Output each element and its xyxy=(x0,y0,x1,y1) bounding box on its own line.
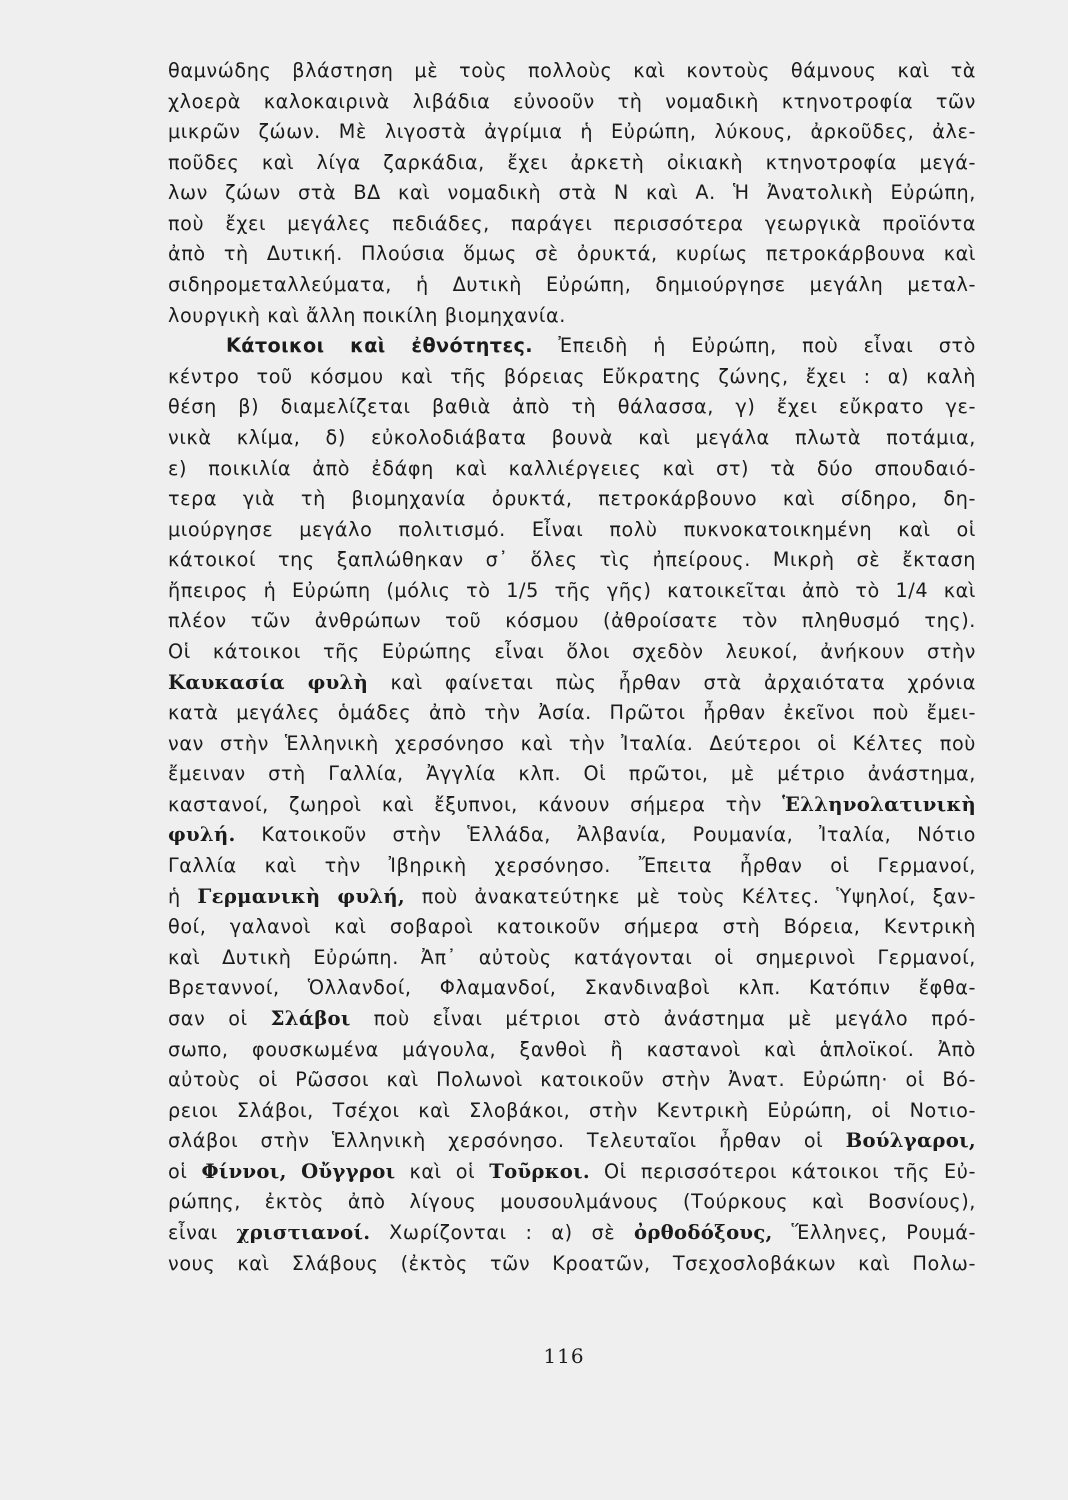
text-run: σιδηρομεταλλεύματα, ἡ Δυτικὴ Εὐρώπη, δημιούργησε μεγάλη μεταλ- xyxy=(168,273,976,297)
text-run: Ἐπειδὴ ἡ Εὐρώπη, ποὺ εἶναι στὸ xyxy=(532,334,976,358)
text-run: οἱ xyxy=(168,1159,202,1183)
text-run: μιούργησε μεγάλο πολιτισμό. Εἶναι πολὺ πυκνοκατοικημένη καὶ οἱ xyxy=(168,517,976,541)
text-line xyxy=(168,209,976,240)
text-run: θαμνώδης βλάστηση μὲ τοὺς πολλοὺς καὶ κοντοὺς θάμνους καὶ τὰ xyxy=(168,59,976,82)
text-run: Χωρίζονται : α) σὲ xyxy=(370,1220,634,1244)
text-run: Γαλλία καὶ τὴν Ἰβηρικὴ χερσόνησο. Ἔπειτα ἦρθαν οἱ Γερμανοί, xyxy=(168,854,976,878)
text-line xyxy=(168,545,976,576)
text-line xyxy=(168,148,976,179)
text-run: ἡ xyxy=(168,884,198,908)
text-line xyxy=(168,606,976,637)
text-line xyxy=(168,1218,976,1249)
text-run: ρώπης, ἐκτὸς ἀπὸ λίγους μουσουλμάνους (Τούρκους καὶ Βοσνίους), xyxy=(168,1190,976,1214)
text-line xyxy=(168,943,976,974)
bold-term: φυλή. xyxy=(168,823,236,847)
text-line xyxy=(168,790,976,821)
text-line xyxy=(168,1187,976,1218)
text-run: λουργικὴ καὶ ἄλλη ποικίλη βιομηχανία. xyxy=(168,303,566,327)
text-run: ποὺ εἶναι μέτριοι στὸ ἀνάστημα μὲ μεγάλο πρό- xyxy=(350,1006,976,1030)
text-line xyxy=(168,1065,976,1096)
text-line xyxy=(168,637,976,668)
bold-term: Γερμανικὴ φυλή, xyxy=(197,884,406,908)
text-line xyxy=(168,698,976,729)
body-text xyxy=(168,56,976,1279)
text-line xyxy=(168,454,976,485)
text-line xyxy=(168,301,976,332)
text-line xyxy=(168,882,976,913)
text-line xyxy=(168,178,976,209)
text-run: Κατοικοῦν στὴν Ἑλλάδα, Ἀλβανία, Ρουμανία, Ἰταλία, Νότιο xyxy=(235,823,976,847)
text-line xyxy=(168,973,976,1004)
text-line xyxy=(168,912,976,943)
text-run: σλάβοι στὴν Ἑλληνικὴ χερσόνησο. Τελευταῖοι ἦρθαν οἱ xyxy=(168,1129,846,1153)
bold-term: Ἑλληνολατινικὴ xyxy=(782,792,976,816)
text-run: καὶ οἱ xyxy=(395,1159,490,1183)
text-line xyxy=(168,668,976,699)
text-line xyxy=(168,1096,976,1127)
text-line xyxy=(168,270,976,301)
text-run: εἶναι xyxy=(168,1220,237,1244)
text-line xyxy=(168,392,976,423)
text-run: κατὰ μεγάλες ὁμάδες ἀπὸ τὴν Ἀσία. Πρῶτοι ἦρθαν ἐκεῖνοι ποὺ ἔμει- xyxy=(168,701,976,725)
text-line xyxy=(168,1249,976,1280)
text-line xyxy=(168,1035,976,1066)
text-run: καὶ φαίνεται πὼς ἦρθαν στὰ ἀρχαιότατα χρόνια xyxy=(368,670,976,694)
text-run: ἤπειρος ἡ Εὐρώπη (μόλις τὸ 1/5 τῆς γῆς) κατοικεῖται ἀπὸ τὸ 1/4 καὶ xyxy=(168,578,976,602)
text-run: λων ζώων στὰ ΒΔ καὶ νομαδικὴ στὰ Ν καὶ Α. Ἡ Ἀνατολικὴ Εὐρώπη, xyxy=(168,181,976,205)
bold-term: Σλάβοι xyxy=(270,1006,351,1030)
text-run: ρειοι Σλάβοι, Τσέχοι καὶ Σλοβάκοι, στὴν Κεντρικὴ Εὐρώπη, οἱ Νοτιο- xyxy=(168,1098,976,1122)
text-line xyxy=(168,239,976,270)
text-run: Βρεταννοί, Ὁλλανδοί, Φλαμανδοί, Σκανδιναβοὶ κλπ. Κατόπιν ἔφθα- xyxy=(168,976,976,1000)
text-run: αὐτοὺς οἱ Ρῶσσοι καὶ Πολωνοὶ κατοικοῦν στὴν Ἀνατ. Εὐρώπη· οἱ Βό- xyxy=(168,1068,976,1092)
text-run: μικρῶν ζώων. Μὲ λιγοστὰ ἀγρίμια ἡ Εὐρώπη, λύκους, ἀρκοῦδες, ἀλε- xyxy=(168,120,976,144)
text-run: ἔμειναν στὴ Γαλλία, Ἀγγλία κλπ. Οἱ πρῶτοι, μὲ μέτριο ἀνάστημα, xyxy=(168,762,976,786)
text-line xyxy=(168,759,976,790)
text-line xyxy=(168,729,976,760)
page-number: 116 xyxy=(543,1344,585,1368)
text-run: θέση β) διαμελίζεται βαθιὰ ἀπὸ τὴ θάλασσα, γ) ἔχει εὔκρατο γε- xyxy=(168,395,976,419)
text-line xyxy=(168,362,976,393)
text-line xyxy=(168,851,976,882)
text-run: ποὺ ἀνακατεύτηκε μὲ τοὺς Κέλτες. Ὑψηλοί, ξαν- xyxy=(405,884,976,908)
text-run: ποὺ ἔχει μεγάλες πεδιάδες, παράγει περισσότερα γεωργικὰ προϊόντα xyxy=(168,211,976,235)
bold-term: Τοῦρκοι. xyxy=(489,1159,590,1183)
text-run: σωπο, φουσκωμένα μάγουλα, ξανθοὶ ἢ καστανοὶ καὶ ἁπλοϊκοί. Ἀπὸ xyxy=(168,1037,976,1061)
text-run: χλοερὰ καλοκαιρινὰ λιβάδια εὐνοοῦν τὴ νομαδικὴ κτηνοτροφία τῶν xyxy=(168,89,976,113)
text-run: Ἕλληνες, Ρουμά- xyxy=(772,1220,976,1244)
text-run: καστανοί, ζωηροὶ καὶ ἔξυπνοι, κάνουν σήμερα τὴν xyxy=(168,792,783,816)
text-line xyxy=(168,576,976,607)
text-run: Οἱ περισσότεροι κάτοικοι τῆς Εὐ- xyxy=(589,1159,977,1183)
text-run: τερα γιὰ τὴ βιομηχανία ὀρυκτά, πετροκάρβουνο καὶ σίδηρο, δη- xyxy=(168,487,976,511)
text-run: Οἱ κάτοικοι τῆς Εὐρώπης εἶναι ὅλοι σχεδὸν λευκοί, ἀνήκουν στὴν xyxy=(168,639,976,663)
text-line xyxy=(168,1157,976,1188)
text-run: θοί, γαλανοὶ καὶ σοβαροὶ κατοικοῦν σήμερα στὴ Βόρεια, Κεντρικὴ xyxy=(168,915,976,939)
text-line xyxy=(168,515,976,546)
text-line xyxy=(168,423,976,454)
bold-term: Καυκασία φυλὴ xyxy=(168,670,369,694)
text-run: νικὰ κλίμα, δ) εὐκολοδιάβατα βουνὰ καὶ μεγάλα πλωτὰ ποτάμια, xyxy=(168,425,976,449)
text-run: ποῦδες καὶ λίγα ζαρκάδια, ἔχει ἀρκετὴ οἰκιακὴ κτηνοτροφία μεγά- xyxy=(168,150,976,174)
text-run: πλέον τῶν ἀνθρώπων τοῦ κόσμου (ἀθροίσατε τὸν πληθυσμό της). xyxy=(168,609,976,633)
section-heading: Κάτοικοι καὶ ἐθνότητες. xyxy=(226,334,533,358)
text-line xyxy=(168,820,976,851)
text-line xyxy=(168,87,976,118)
text-line xyxy=(168,331,976,362)
text-run: σαν οἱ xyxy=(168,1006,271,1030)
bold-term: χριστιανοί. xyxy=(236,1220,371,1244)
text-run: ε) ποικιλία ἀπὸ ἐδάφη καὶ καλλιέργειες καὶ στ) τὰ δύο σπουδαιό- xyxy=(168,456,976,480)
text-line xyxy=(168,117,976,148)
text-run: ναν στὴν Ἑλληνικὴ χερσόνησο καὶ τὴν Ἰταλία. Δεύτεροι οἱ Κέλτες ποὺ xyxy=(168,731,976,755)
text-line xyxy=(168,1004,976,1035)
text-line xyxy=(168,56,976,87)
bold-term: Βούλγαροι, xyxy=(845,1129,976,1153)
text-run: ἀπὸ τὴ Δυτική. Πλούσια ὅμως σὲ ὀρυκτά, κυρίως πετροκάρβουνα καὶ xyxy=(168,242,976,266)
text-run: καὶ Δυτικὴ Εὐρώπη. Ἀπ᾽ αὐτοὺς κατάγονται οἱ σημερινοὶ Γερμανοί, xyxy=(168,945,976,969)
text-line xyxy=(168,484,976,515)
text-run: κέντρο τοῦ κόσμου καὶ τῆς βόρειας Εὔκρατης ζώνης, ἔχει : α) καλὴ xyxy=(168,364,976,388)
text-run: κάτοικοί της ξαπλώθηκαν σ᾽ ὅλες τὶς ἠπείρους. Μικρὴ σὲ ἔκταση xyxy=(168,548,976,572)
text-run: νους καὶ Σλάβους (ἐκτὸς τῶν Κροατῶν, Τσεχοσλοβάκων καὶ Πολω- xyxy=(168,1251,976,1275)
bold-term: Φίννοι, Οὔγγροι xyxy=(201,1159,396,1183)
bold-term: ὀρθοδόξους, xyxy=(633,1220,773,1244)
text-line xyxy=(168,1126,976,1157)
